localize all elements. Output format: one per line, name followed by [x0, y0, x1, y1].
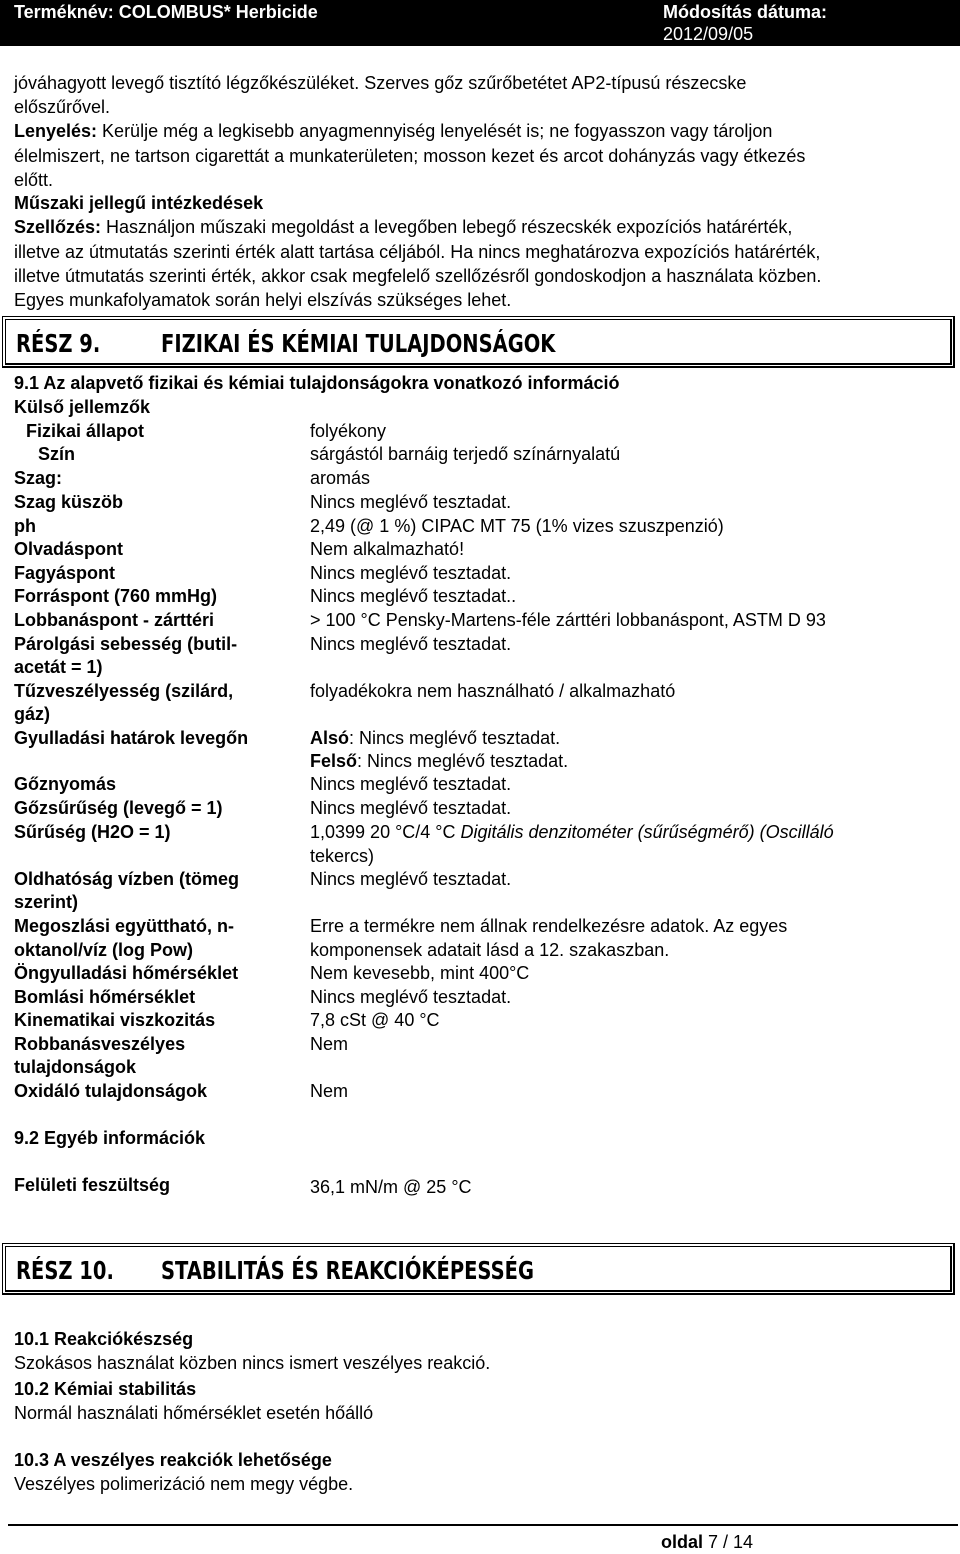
- property-value: [310, 821, 834, 844]
- property-label: Fizikai állapot: [26, 421, 145, 441]
- subsection-10-2-title: 10.2 Kémiai stabilitás: [14, 1379, 197, 1399]
- upper-limit-value: : Nincs meglévő tesztadat.: [357, 751, 569, 771]
- revision-date-value: 2012/09/05: [663, 24, 754, 44]
- page-header: [0, 0, 960, 46]
- property-label: Szag küszöb: [14, 492, 124, 512]
- property-label-cont: gáz): [14, 704, 50, 724]
- footer-divider: [8, 1524, 958, 1526]
- property-label: Szag:: [14, 468, 63, 488]
- lower-limit-value: : Nincs meglévő tesztadat.: [349, 728, 561, 748]
- ventilation-line-2: illetve az útmutatás szerinti érték alatt tartása céljából. Ha nincs meghatározva expozíciós határérték,: [14, 242, 821, 262]
- property-label: Oldhatóság vízben (tömeg: [14, 869, 240, 889]
- lower-limit-label: Alsó: [310, 728, 350, 748]
- property-value: Nincs meglévő tesztadat.: [310, 798, 512, 818]
- intro-line-4: élelmiszert, ne tartson cigarettát a munkaterületen; mosson kezet és arcot dohányzás vagy étkezés: [14, 146, 806, 166]
- property-value: Nincs meglévő tesztadat.: [310, 774, 512, 794]
- section-10-header: [2, 1243, 955, 1295]
- property-label: ph: [14, 516, 36, 536]
- property-label: Lobbanáspont - zárttéri: [14, 610, 215, 630]
- property-value: Nincs meglévő tesztadat.: [310, 634, 512, 654]
- intro-line-2: előszűrővel.: [14, 97, 111, 117]
- revision-date-label: Módosítás dátuma:: [663, 2, 828, 22]
- property-label: Tűzveszélyesség (szilárd,: [14, 681, 234, 701]
- engineering-measures-title: Műszaki jellegű intézkedések: [14, 193, 264, 213]
- property-value-lower: [310, 727, 560, 750]
- ventilation-line-3: illetve útmutatás szerinti érték, akkor csak megfelelő szellőzésről gondoskodjon a használata közben.: [14, 266, 822, 286]
- property-label: Kinematikai viszkozitás: [14, 1010, 216, 1030]
- property-label: Gőznyomás: [14, 774, 117, 794]
- property-value: > 100 °C Pensky-Martens-féle zárttéri lobbanáspont, ASTM D 93: [310, 610, 826, 630]
- property-label: Gőzsűrűség (levegő = 1): [14, 798, 223, 818]
- subsection-10-3-title: 10.3 A veszélyes reakciók lehetősége: [14, 1450, 332, 1470]
- property-label: Párolgási sebesség (butil-: [14, 634, 238, 654]
- property-value: Erre a termékre nem állnak rendelkezésre adatok. Az egyes: [310, 916, 788, 936]
- property-label-cont: tulajdonságok: [14, 1057, 137, 1077]
- ingestion-paragraph: [14, 120, 772, 143]
- property-value: Nem: [310, 1034, 349, 1054]
- page-number: [661, 1531, 753, 1554]
- section-10-number: RÉSZ 10.: [16, 1256, 114, 1285]
- property-label: Felületi feszültség: [14, 1175, 171, 1195]
- intro-line-1: jóváhagyott levegő tisztító légzőkészüléket. Szerves gőz szűrőbetétet AP2-típusú részecske: [14, 73, 747, 93]
- property-value: 2,49 (@ 1 %) CIPAC MT 75 (1% vizes szuszpenzió): [310, 516, 724, 536]
- property-value: Nincs meglévő tesztadat.: [310, 869, 512, 889]
- product-name: Terméknév: COLOMBUS* Herbicide: [14, 2, 318, 22]
- property-label: Oxidáló tulajdonságok: [14, 1081, 208, 1101]
- property-label-cont: oktanol/víz (log Pow): [14, 940, 193, 960]
- property-value: Nem kevesebb, mint 400°C: [310, 963, 530, 983]
- appearance-label: Külső jellemzők: [14, 397, 151, 417]
- property-label: Robbanásveszélyes: [14, 1034, 186, 1054]
- subsection-10-1-text: Szokásos használat közben nincs ismert veszélyes reakció.: [14, 1353, 491, 1373]
- ventilation-line-4: Egyes munkafolyamatok során helyi elszívás szükséges lehet.: [14, 290, 512, 310]
- property-value-cont: komponensek adatait lásd a 12. szakaszban.: [310, 940, 670, 960]
- page-label: oldal: [661, 1532, 704, 1552]
- property-value: Nincs meglévő tesztadat.: [310, 492, 512, 512]
- property-value: Nem: [310, 1081, 349, 1101]
- section-9-title: FIZIKAI ÉS KÉMIAI TULAJDONSÁGOK: [161, 329, 556, 358]
- section-9-header: [2, 316, 955, 368]
- density-value: 1,0399 20 °C/4 °C: [310, 822, 461, 842]
- section-9-number: RÉSZ 9.: [16, 329, 101, 358]
- subsection-10-1-title: 10.1 Reakciókészség: [14, 1329, 194, 1349]
- property-value: sárgástól barnáig terjedő színárnyalatú: [310, 444, 621, 464]
- property-value: folyékony: [310, 421, 387, 441]
- property-label: Fagyáspont: [14, 563, 116, 583]
- intro-line-5: előtt.: [14, 170, 54, 190]
- ventilation-paragraph: [14, 216, 792, 239]
- property-label-cont: acetát = 1): [14, 657, 103, 677]
- section-10-title: STABILITÁS ÉS REAKCIÓKÉPESSÉG: [161, 1256, 534, 1285]
- property-value: Nincs meglévő tesztadat.: [310, 987, 512, 1007]
- page-value: 7 / 14: [703, 1532, 754, 1552]
- property-value: aromás: [310, 468, 371, 488]
- property-label: Megoszlási együttható, n-: [14, 916, 235, 936]
- property-label-cont: szerint): [14, 892, 79, 912]
- property-value: Nem alkalmazható!: [310, 539, 465, 559]
- subsection-9-1-title: 9.1 Az alapvető fizikai és kémiai tulajdonságokra vonatkozó információ: [14, 373, 620, 393]
- property-value-cont: tekercs): [310, 846, 375, 866]
- property-value: 7,8 cSt @ 40 °C: [310, 1010, 440, 1030]
- density-method: Digitális denzitométer (sűrűségmérő) (Oscilláló: [460, 822, 834, 842]
- subsection-10-3-text: Veszélyes polimerizáció nem megy végbe.: [14, 1474, 354, 1494]
- property-value: Nincs meglévő tesztadat.: [310, 563, 512, 583]
- property-value: folyadékokra nem használható / alkalmazható: [310, 681, 676, 701]
- property-label: Öngyulladási hőmérséklet: [14, 963, 239, 983]
- property-label: Forráspont (760 mmHg): [14, 586, 218, 606]
- subsection-10-2-text: Normál használati hőmérséklet esetén hőálló: [14, 1403, 374, 1423]
- property-label: Bomlási hőmérséklet: [14, 987, 196, 1007]
- subsection-9-2-title: 9.2 Egyéb információk: [14, 1128, 206, 1148]
- property-value-upper: [310, 750, 568, 773]
- upper-limit-label: Felső: [310, 751, 358, 771]
- property-label: Olvadáspont: [14, 539, 124, 559]
- property-label: Gyulladási határok levegőn: [14, 728, 249, 748]
- property-value: Nincs meglévő tesztadat..: [310, 586, 517, 606]
- ventilation-text: Használjon műszaki megoldást a levegőben lebegő részecskék expozíciós határérték,: [101, 217, 793, 237]
- property-label: Sűrűség (H2O = 1): [14, 822, 171, 842]
- property-value: 36,1 mN/m @ 25 °C: [310, 1177, 472, 1197]
- ingestion-text: Kerülje még a legkisebb anyagmennyiség lenyelését is; ne fogyasszon vagy tároljon: [97, 121, 773, 141]
- ingestion-label: Lenyelés:: [14, 121, 98, 141]
- ventilation-label: Szellőzés:: [14, 217, 102, 237]
- property-label: Szín: [38, 444, 76, 464]
